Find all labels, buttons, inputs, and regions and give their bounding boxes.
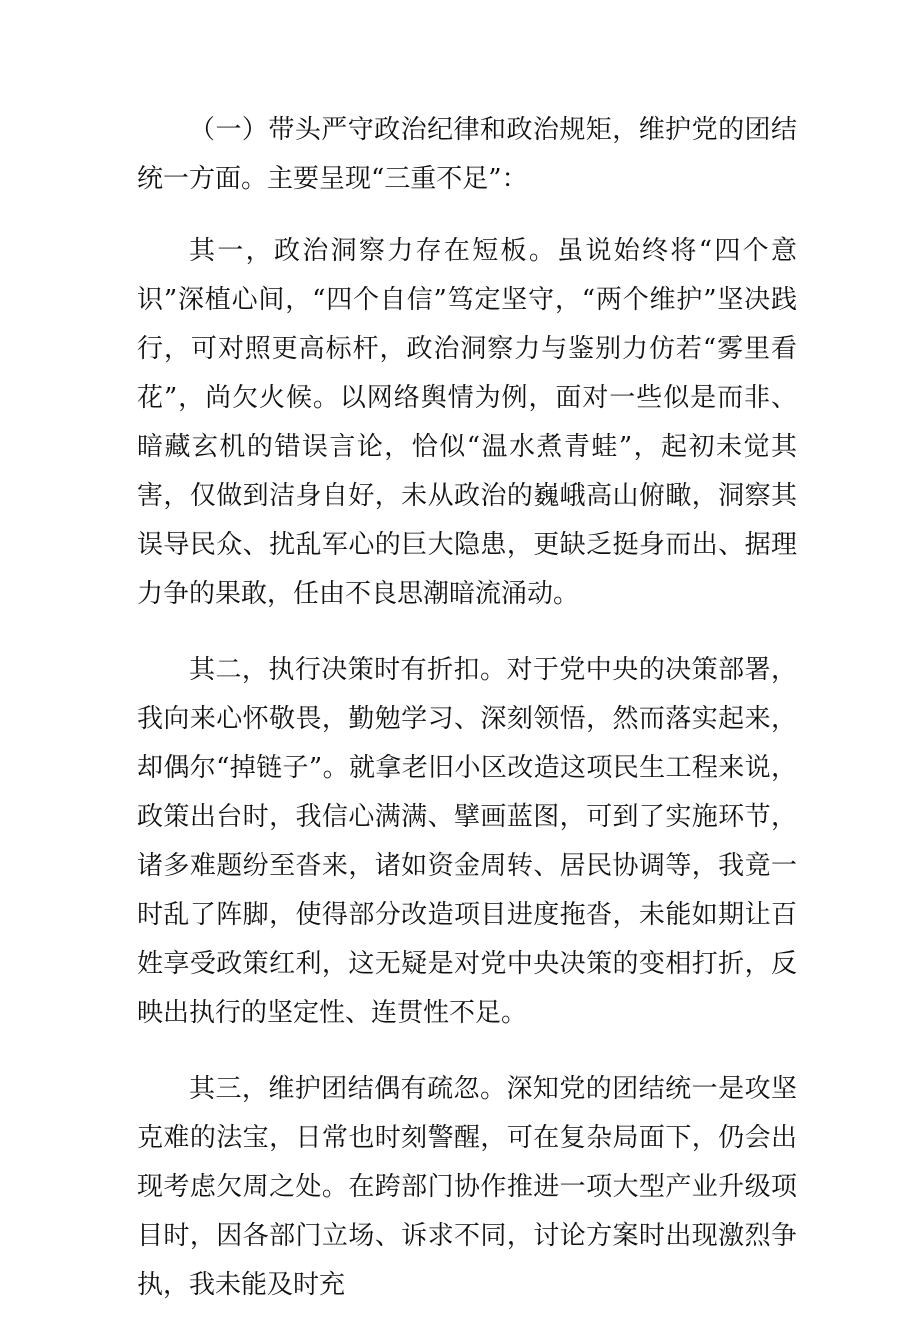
document-body [137, 106, 797, 1337]
paragraph-political-insight: 其一，政治洞察力存在短板。虽说始终将“四个意识”深植心间，“四个自信”笃定坚守，“两个维护”坚决践行，可对照更高标杆，政治洞察力与鉴别力仿若“雾里看花”，尚欠火候。以网络舆情为例，面对一些似是而非、暗藏玄机的错误言论，恰似“温水煮青蛙”，起初未觉其害，仅做到洁身自好，未从政治的巍峨高山俯瞰，洞察其误导民众、扰乱军心的巨大隐患，更缺乏挺身而出、据理力争的果敢，任由不良思潮暗流涌动。 [137, 236, 797, 609]
section-heading-paragraph: （一）带头严守政治纪律和政治规矩，维护党的团结统一方面。主要呈现“三重不足”： [137, 115, 797, 194]
paragraph-decision-execution: 其二，执行决策时有折扣。对于党中央的决策部署，我向来心怀敬畏，勤勉学习、深刻领悟，然而落实起来，却偶尔“掉链子”。就拿老旧小区改造这项民生工程来说，政策出台时，我信心满满、擘画蓝图，可到了实施环节，诸多难题纷至沓来，诸如资金周转、居民协调等，我竟一时乱了阵脚，使得部分改造项目进度拖沓，未能如期让百姓享受政策红利，这无疑是对党中央决策的变相打折，反映出执行的坚定性、连贯性不足。 [137, 655, 797, 1028]
paragraph-unity-maintenance: 其三，维护团结偶有疏忽。深知党的团结统一是攻坚克难的法宝，日常也时刻警醒，可在复杂局面下，仍会出现考虑欠周之处。在跨部门协作推进一项大型产业升级项目时，因各部门立场、诉求不同，讨论方案时出现激烈争执，我未能及时充 [137, 1074, 797, 1300]
